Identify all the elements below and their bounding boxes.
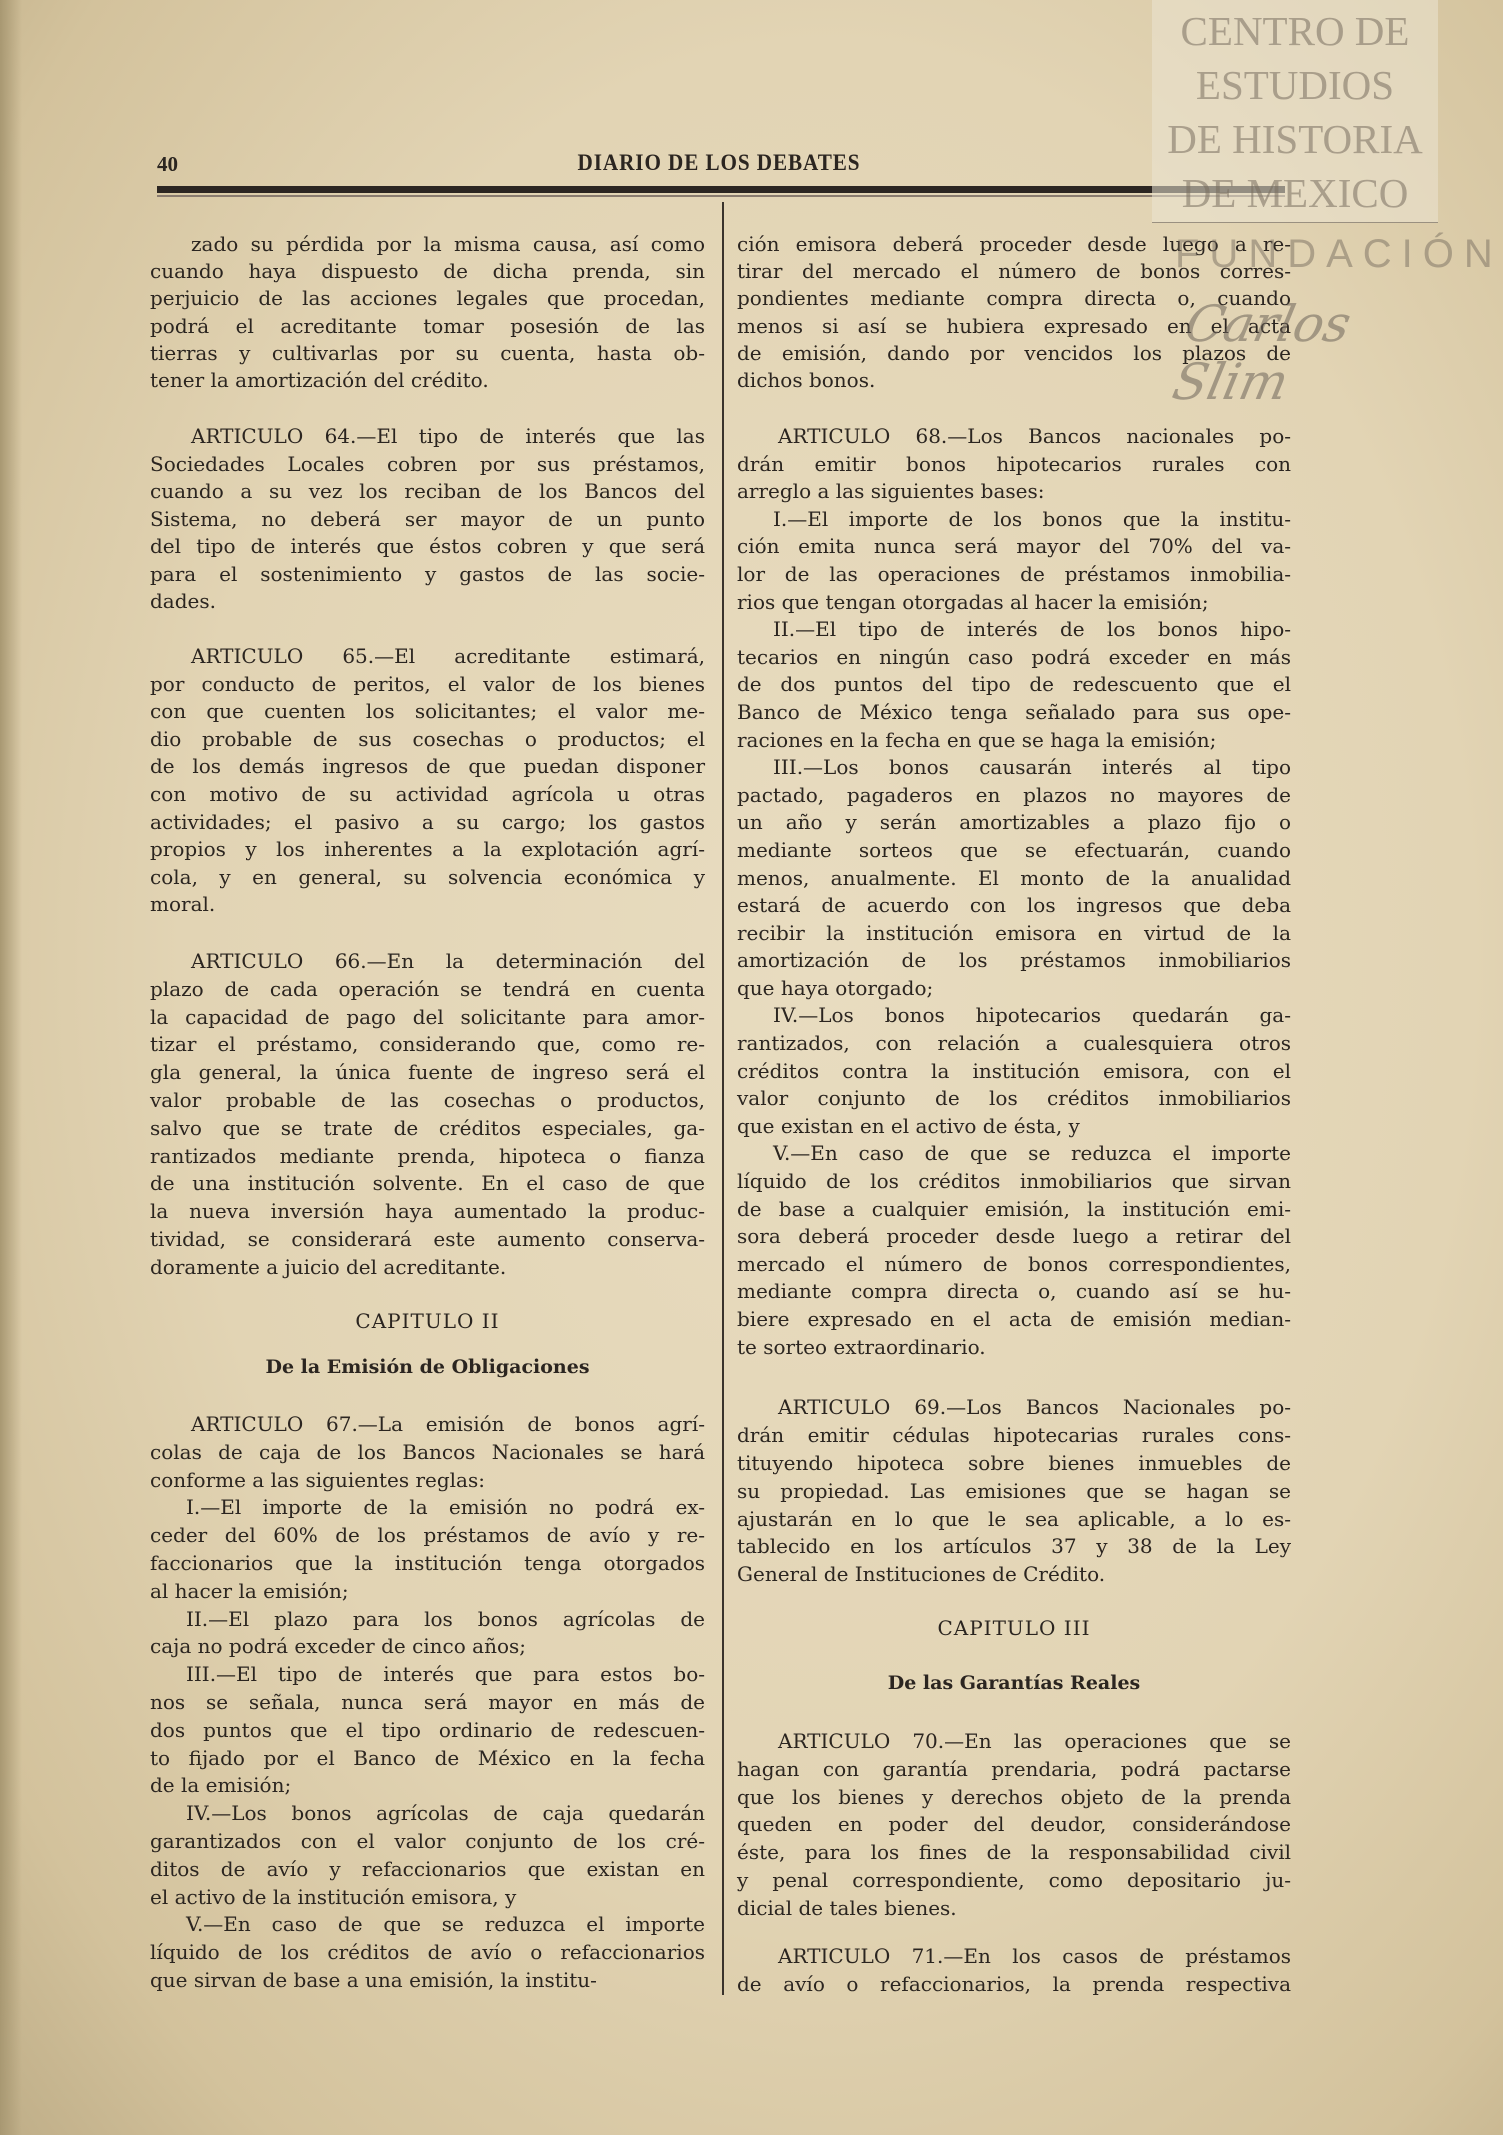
text-line: garantizados con el valor conjunto de los cré- bbox=[150, 1828, 705, 1853]
text-line: dades. bbox=[150, 589, 216, 613]
text-line: actividades; el pasivo a su cargo; los gastos bbox=[150, 809, 705, 834]
text-line: raciones en la fecha en que se haga la emisión; bbox=[737, 727, 1217, 752]
text-line: zado su pérdida por la misma causa, así como bbox=[191, 232, 705, 256]
text-line: de dos puntos del tipo de redescuento que el bbox=[737, 672, 1291, 697]
text-line: pactado, pagaderos en plazos no mayores de bbox=[737, 782, 1291, 807]
text-line: rantizados, con relación a cualesquiera otros bbox=[737, 1031, 1291, 1056]
text-line: valor probable de las cosechas o productos, bbox=[150, 1087, 705, 1112]
text-line: General de Instituciones de Crédito. bbox=[737, 1562, 1106, 1587]
paragraph bbox=[150, 643, 705, 919]
paragraph bbox=[737, 1728, 1291, 1923]
text-line: ditos de avío y refaccionarios que existan en bbox=[150, 1856, 705, 1881]
watermark-institution bbox=[1152, 4, 1438, 220]
text-line: Sociedades Locales cobren por sus préstamos, bbox=[150, 451, 705, 476]
watermark-line: DE HISTORIA bbox=[1167, 116, 1423, 162]
text-line: colas de caja de los Bancos Nacionales se hará bbox=[150, 1439, 705, 1464]
page-edge-shadow bbox=[0, 0, 22, 2135]
text-line: ción emita nunca será mayor del 70% del va- bbox=[737, 534, 1291, 559]
text-line: de los demás ingresos de que puedan disponer bbox=[150, 754, 705, 779]
text-line: I.—El importe de los bonos que la institu- bbox=[773, 506, 1291, 531]
text-line: V.—En caso de que se reduzca el importe bbox=[773, 1141, 1291, 1166]
text-line: el activo de la institución emisora, y bbox=[150, 1884, 517, 1909]
text-line: un año y serán amortizables a plazo fijo o bbox=[737, 810, 1291, 835]
text-line: ARTICULO 71.—En los casos de préstamos bbox=[778, 1944, 1291, 1968]
text-line: ajustarán en lo que le sea aplicable, a lo es- bbox=[737, 1506, 1291, 1531]
text-line: III.—Los bonos causarán interés al tipo bbox=[773, 755, 1291, 780]
text-line: sora deberá proceder desde luego a retirar del bbox=[737, 1224, 1291, 1249]
text-line: tirar del mercado el número de bonos corres- bbox=[737, 259, 1291, 284]
text-line: rantizados mediante prenda, hipoteca o fianza bbox=[150, 1143, 705, 1168]
text-line: pondientes mediante compra directa o, cuando bbox=[737, 286, 1291, 311]
text-line: te sorteo extraordinario. bbox=[737, 1334, 986, 1359]
text-line: dicial de tales bienes. bbox=[737, 1895, 957, 1920]
text-line: arreglo a las siguientes bases: bbox=[737, 479, 1045, 504]
text-line: plazo de cada operación se tendrá en cuenta bbox=[150, 976, 705, 1001]
text-line: V.—En caso de que se reduzca el importe bbox=[186, 1912, 705, 1937]
text-line: por conducto de peritos, el valor de los bienes bbox=[150, 671, 705, 696]
text-line: ARTICULO 69.—Los Bancos Nacionales po- bbox=[778, 1395, 1291, 1419]
text-line: éste, para los fines de la responsabilidad civil bbox=[737, 1840, 1291, 1865]
paragraph bbox=[150, 423, 705, 616]
text-line: III.—El tipo de interés que para estos bo- bbox=[186, 1662, 705, 1687]
watermark-line: DE MEXICO bbox=[1181, 170, 1409, 216]
text-line: la nueva inversión haya aumentado la produc- bbox=[150, 1199, 705, 1224]
chapter-heading: CAPITULO II bbox=[355, 1309, 500, 1333]
text-line: drán emitir bonos hipotecarios rurales con bbox=[737, 451, 1291, 476]
text-line: con motivo de su actividad agrícola u otras bbox=[150, 781, 705, 806]
text-line: menos si así se hubiera expresado en el acta bbox=[737, 313, 1291, 338]
text-line: ción emisora deberá proceder desde luego a re- bbox=[737, 232, 1291, 256]
text-line: tividad, se considerará este aumento conserva- bbox=[150, 1226, 705, 1251]
text-line: gla general, la única fuente de ingreso será el bbox=[150, 1060, 705, 1085]
text-line: dichos bonos. bbox=[737, 367, 876, 392]
text-line: propios y los inherentes a la explotación agrí- bbox=[150, 837, 705, 862]
text-line: mediante compra directa o, cuando así se hu- bbox=[737, 1279, 1291, 1304]
paragraph bbox=[150, 1411, 705, 1995]
text-line: recibir la institución emisora en virtud de la bbox=[737, 920, 1291, 945]
text-line: podrá el acreditante tomar posesión de las bbox=[150, 313, 705, 338]
text-line: ARTICULO 65.—El acreditante estimará, bbox=[191, 644, 705, 668]
paragraph bbox=[150, 948, 705, 1282]
text-line: moral. bbox=[150, 892, 216, 917]
text-line: biere expresado en el acta de emisión median- bbox=[737, 1307, 1291, 1331]
text-line: IV.—Los bonos hipotecarios quedarán ga- bbox=[773, 1003, 1291, 1028]
watermark-line: CENTRO DE bbox=[1180, 8, 1410, 54]
text-line: con que cuenten los solicitantes; el valor me- bbox=[150, 699, 705, 724]
text-line: lor de las operaciones de préstamos inmobilia- bbox=[737, 561, 1291, 586]
text-line: cuando a su vez los reciban de los Bancos del bbox=[150, 479, 705, 503]
text-line: ARTICULO 66.—En la determinación del bbox=[191, 949, 705, 973]
text-line: cola, y en general, su solvencia económica y bbox=[150, 864, 705, 889]
page-number: 40 bbox=[157, 152, 178, 176]
text-line: conforme a las siguientes reglas: bbox=[150, 1467, 485, 1492]
text-line: del tipo de interés que éstos cobren y que será bbox=[150, 534, 705, 558]
paragraph bbox=[737, 1394, 1291, 1589]
text-line: doramente a juicio del acreditante. bbox=[150, 1254, 507, 1279]
watermark-rule bbox=[1152, 222, 1438, 223]
text-line: ARTICULO 70.—En las operaciones que se bbox=[778, 1729, 1291, 1753]
text-line: I.—El importe de la emisión no podrá ex- bbox=[186, 1495, 705, 1520]
text-line: cuando haya dispuesto de dicha prenda, sin bbox=[150, 259, 705, 284]
text-line: tecarios en ningún caso podrá exceder en más bbox=[737, 644, 1291, 669]
text-line: mercado el número de bonos correspondientes, bbox=[737, 1251, 1291, 1276]
column-divider bbox=[722, 202, 724, 1995]
text-line: créditos contra la institución emisora, con el bbox=[737, 1058, 1291, 1083]
text-line: Banco de México tenga señalado para sus ope- bbox=[737, 699, 1291, 724]
text-line: al hacer la emisión; bbox=[150, 1578, 349, 1603]
text-line: nos se señala, nunca será mayor en más de bbox=[150, 1689, 705, 1714]
text-line: dos puntos que el tipo ordinario de redescuen- bbox=[150, 1717, 705, 1742]
watermark-foundation: FUNDACIÓN bbox=[1175, 232, 1503, 276]
text-line: ARTICULO 64.—El tipo de interés que las bbox=[191, 424, 705, 448]
text-line: tierras y cultivarlas por su cuenta, hasta ob- bbox=[150, 340, 705, 365]
text-line: que sirvan de base a una emisión, la institu- bbox=[150, 1967, 597, 1992]
text-line: tablecido en los artículos 37 y 38 de la Ley bbox=[737, 1534, 1291, 1559]
watermark-signature: Carlos Slim bbox=[1167, 295, 1357, 411]
text-line: la capacidad de pago del solicitante para amor- bbox=[150, 1004, 705, 1029]
chapter-subheading: De la Emisión de Obligaciones bbox=[265, 1356, 590, 1378]
text-line: que existan en el activo de ésta, y bbox=[737, 1113, 1080, 1138]
text-line: valor conjunto de los créditos inmobiliarios bbox=[737, 1086, 1291, 1111]
text-line: para el sostenimiento y gastos de las socie- bbox=[150, 561, 705, 586]
text-line: II.—El plazo para los bonos agrícolas de bbox=[186, 1606, 705, 1631]
text-line: Sistema, no deberá ser mayor de un punto bbox=[150, 506, 705, 531]
text-line: de base a cualquier emisión, la institución emi- bbox=[737, 1196, 1291, 1221]
text-line: tituyendo hipoteca sobre bienes inmuebles de bbox=[737, 1450, 1291, 1475]
text-line: menos, anualmente. El monto de la anualidad bbox=[737, 865, 1291, 890]
text-line: estará de acuerdo con los ingresos que deba bbox=[737, 893, 1291, 918]
text-line: de emisión, dando por vencidos los plazos de bbox=[737, 340, 1291, 365]
text-line: tener la amortización del crédito. bbox=[150, 367, 489, 392]
text-line: de avío o refaccionarios, la prenda respectiva bbox=[737, 1971, 1291, 1996]
text-line: salvo que se trate de créditos especiales, ga- bbox=[150, 1115, 705, 1140]
text-line: y penal correspondiente, como depositario ju- bbox=[737, 1867, 1291, 1892]
text-line: de una institución solvente. En el caso de que bbox=[150, 1171, 705, 1196]
text-line: amortización de los préstamos inmobiliarios bbox=[737, 948, 1291, 973]
text-line: que haya otorgado; bbox=[737, 975, 934, 1000]
running-head-title: DIARIO DE LOS DEBATES bbox=[577, 150, 861, 175]
text-line: de la emisión; bbox=[150, 1773, 292, 1798]
text-line: II.—El tipo de interés de los bonos hipo- bbox=[773, 617, 1291, 642]
chapter-heading: CAPITULO III bbox=[937, 1616, 1091, 1640]
text-line: que los bienes y derechos objeto de la prenda bbox=[737, 1784, 1291, 1809]
text-line: su propiedad. Las emisiones que se hagan se bbox=[737, 1478, 1291, 1503]
text-line: ARTICULO 68.—Los Bancos nacionales po- bbox=[778, 424, 1291, 448]
header-rule bbox=[157, 186, 1285, 193]
paragraph bbox=[737, 1943, 1291, 1999]
text-line: ARTICULO 67.—La emisión de bonos agrí- bbox=[191, 1412, 705, 1436]
text-line: hagan con garantía prendaria, podrá pactarse bbox=[737, 1756, 1291, 1781]
header-rule-thin bbox=[157, 195, 1285, 197]
text-line: rios que tengan otorgadas al hacer la emisión; bbox=[737, 589, 1209, 614]
text-line: drán emitir cédulas hipotecarias rurales cons- bbox=[737, 1422, 1291, 1447]
paragraph bbox=[737, 423, 1291, 1361]
text-line: to fijado por el Banco de México en la fecha bbox=[150, 1745, 705, 1770]
text-line: dio probable de sus cosechas o productos; el bbox=[150, 726, 705, 751]
text-line: mediante sorteos que se efectuarán, cuando bbox=[737, 837, 1291, 862]
text-line: faccionarios que la institución tenga otorgados bbox=[150, 1550, 705, 1575]
text-line: caja no podrá exceder de cinco años; bbox=[150, 1634, 527, 1659]
text-line: perjuicio de las acciones legales que procedan, bbox=[150, 286, 705, 311]
text-line: líquido de los créditos de avío o refaccionarios bbox=[150, 1940, 705, 1965]
paragraph bbox=[150, 231, 705, 394]
text-line: ceder del 60% de los préstamos de avío y re- bbox=[150, 1523, 705, 1548]
watermark-line: ESTUDIOS bbox=[1195, 62, 1395, 108]
text-line: tizar el préstamo, considerando que, como re- bbox=[150, 1032, 705, 1057]
text-line: IV.—Los bonos agrícolas de caja quedarán bbox=[186, 1801, 705, 1826]
text-line: queden en poder del deudor, considerándose bbox=[737, 1812, 1291, 1837]
text-line: líquido de los créditos inmobiliarios que sirvan bbox=[737, 1169, 1291, 1194]
chapter-subheading: De las Garantías Reales bbox=[887, 1672, 1141, 1694]
